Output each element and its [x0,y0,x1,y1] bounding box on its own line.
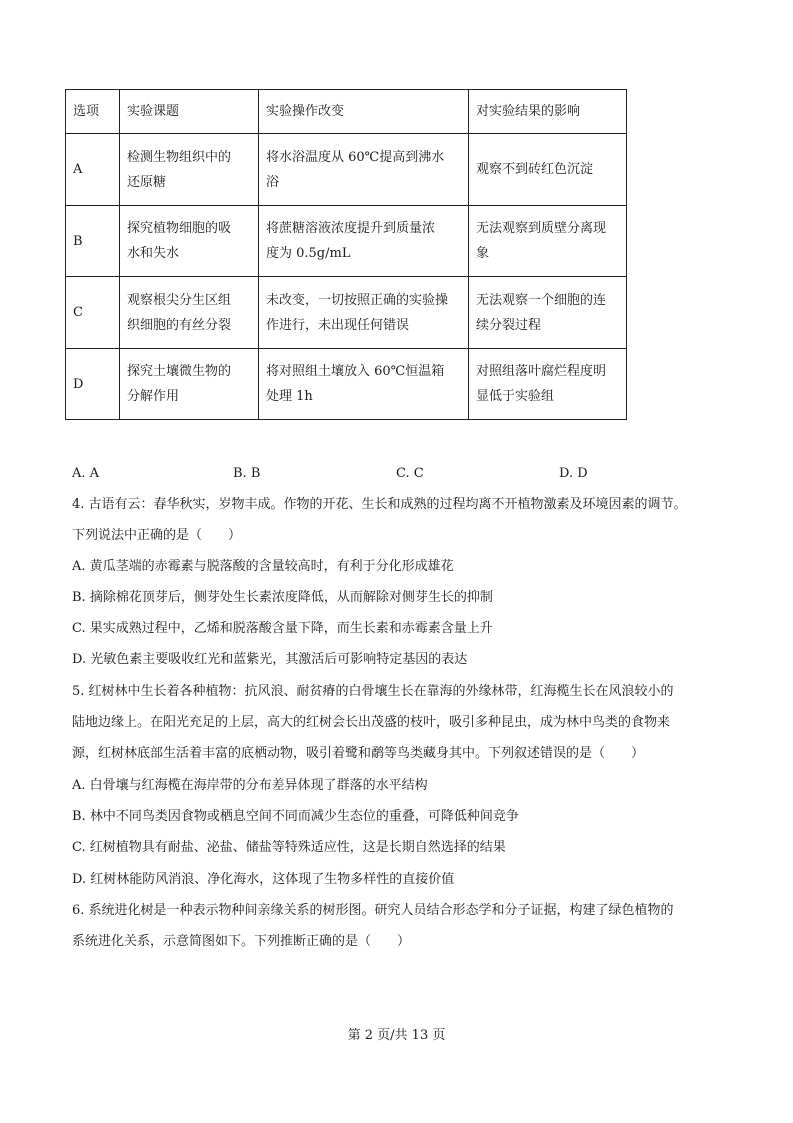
row-effect: 对照组落叶腐烂程度明 显低于实验组 [469,349,627,420]
row-change: 将对照组土壤放入 60℃恒温箱 处理 1h [259,349,469,420]
q5-option-a[interactable]: A. 白骨壤与红海榄在海岸带的分布差异体现了群落的水平结构 [72,778,428,793]
q4-option-c[interactable]: C. 果实成熟过程中，乙烯和脱落酸含量下降，而生长素和赤霉素含量上升 [72,621,493,636]
q4-stem: 4. 古语有云：春华秋实，岁物丰成。作物的开花、生长和成熟的过程均离不开植物激素及环境因素的调节。 [72,497,687,512]
q5-stem: 5. 红树林中生长着各种植物：抗风浪、耐贫瘠的白骨壤生长在靠海的外缘林带，红海榄生长在风浪较小的 [72,684,674,699]
row-option: D [66,349,120,420]
q5-stem: 源，红树林底部生活着丰富的底栖动物，吸引着鹭和鹬等鸟类藏身其中。下列叙述错误的是（ ） [72,746,645,761]
row-change: 将水浴温度从 60℃提高到沸水 浴 [259,134,469,206]
header-topic: 实验课题 [120,90,259,134]
table-row [66,277,627,349]
q6-stem: 系统进化关系，示意简图如下。下列推断正确的是（ ） [72,934,411,949]
row-topic: 探究土壤微生物的 分解作用 [120,349,259,420]
header-option: 选项 [66,90,120,134]
header-change: 实验操作改变 [259,90,469,134]
row-effect: 无法观察一个细胞的连 续分裂过程 [469,277,627,349]
q5-stem: 陆地边缘上。在阳光充足的上层，高大的红树会长出茂盛的枝叶，吸引多种昆虫，成为林中鸟类的食物来 [72,715,671,730]
row-option: B [66,206,120,277]
row-option: A [66,134,120,206]
row-effect: 观察不到砖红色沉淀 [469,134,627,206]
table-row [66,349,627,420]
table-row [66,134,627,206]
row-option: C [66,277,120,349]
q5-option-c[interactable]: C. 红树植物具有耐盐、泌盐、储盐等特殊适应性，这是长期自然选择的结果 [72,840,506,855]
q4-stem: 下列说法中正确的是（ ） [72,528,242,543]
q5-option-b[interactable]: B. 林中不同鸟类因食物或栖息空间不同而减少生态位的重叠，可降低种间竞争 [72,809,519,824]
q4-option-d[interactable]: D. 光敏色素主要吸收红光和蓝紫光，其激活后可影响特定基因的表达 [72,652,468,667]
answer-option-b[interactable]: B. B [233,466,261,481]
row-change: 将蔗糖溶液浓度提升到质量浓 度为 0.5g/mL [259,206,469,277]
answer-option-a[interactable]: A. A [72,466,100,481]
experiment-table [65,89,627,420]
q4-option-b[interactable]: B. 摘除棉花顶芽后，侧芽处生长素浓度降低，从而解除对侧芽生长的抑制 [72,590,493,605]
q5-option-d[interactable]: D. 红树林能防风消浪、净化海水，这体现了生物多样性的直接价值 [72,872,455,887]
row-topic: 检测生物组织中的 还原糖 [120,134,259,206]
header-effect: 对实验结果的影响 [469,90,627,134]
table-row [66,206,627,277]
answer-option-d[interactable]: D. D [559,466,588,481]
row-topic: 观察根尖分生区组 织细胞的有丝分裂 [120,277,259,349]
row-effect: 无法观察到质壁分离现 象 [469,206,627,277]
row-topic: 探究植物细胞的吸 水和失水 [120,206,259,277]
q4-option-a[interactable]: A. 黄瓜茎端的赤霉素与脱落酸的含量较高时，有利于分化形成雄花 [72,559,454,574]
answer-option-c[interactable]: C. C [396,466,424,481]
row-change: 未改变，一切按照正确的实验操 作进行，未出现任何错误 [259,277,469,349]
q6-stem: 6. 系统进化树是一种表示物种间亲缘关系的树形图。研究人员结合形态学和分子证据，构建了绿色植物的 [72,903,674,918]
table-header-row [66,90,627,134]
page-footer: 第 2 页/共 13 页 [347,1028,446,1043]
